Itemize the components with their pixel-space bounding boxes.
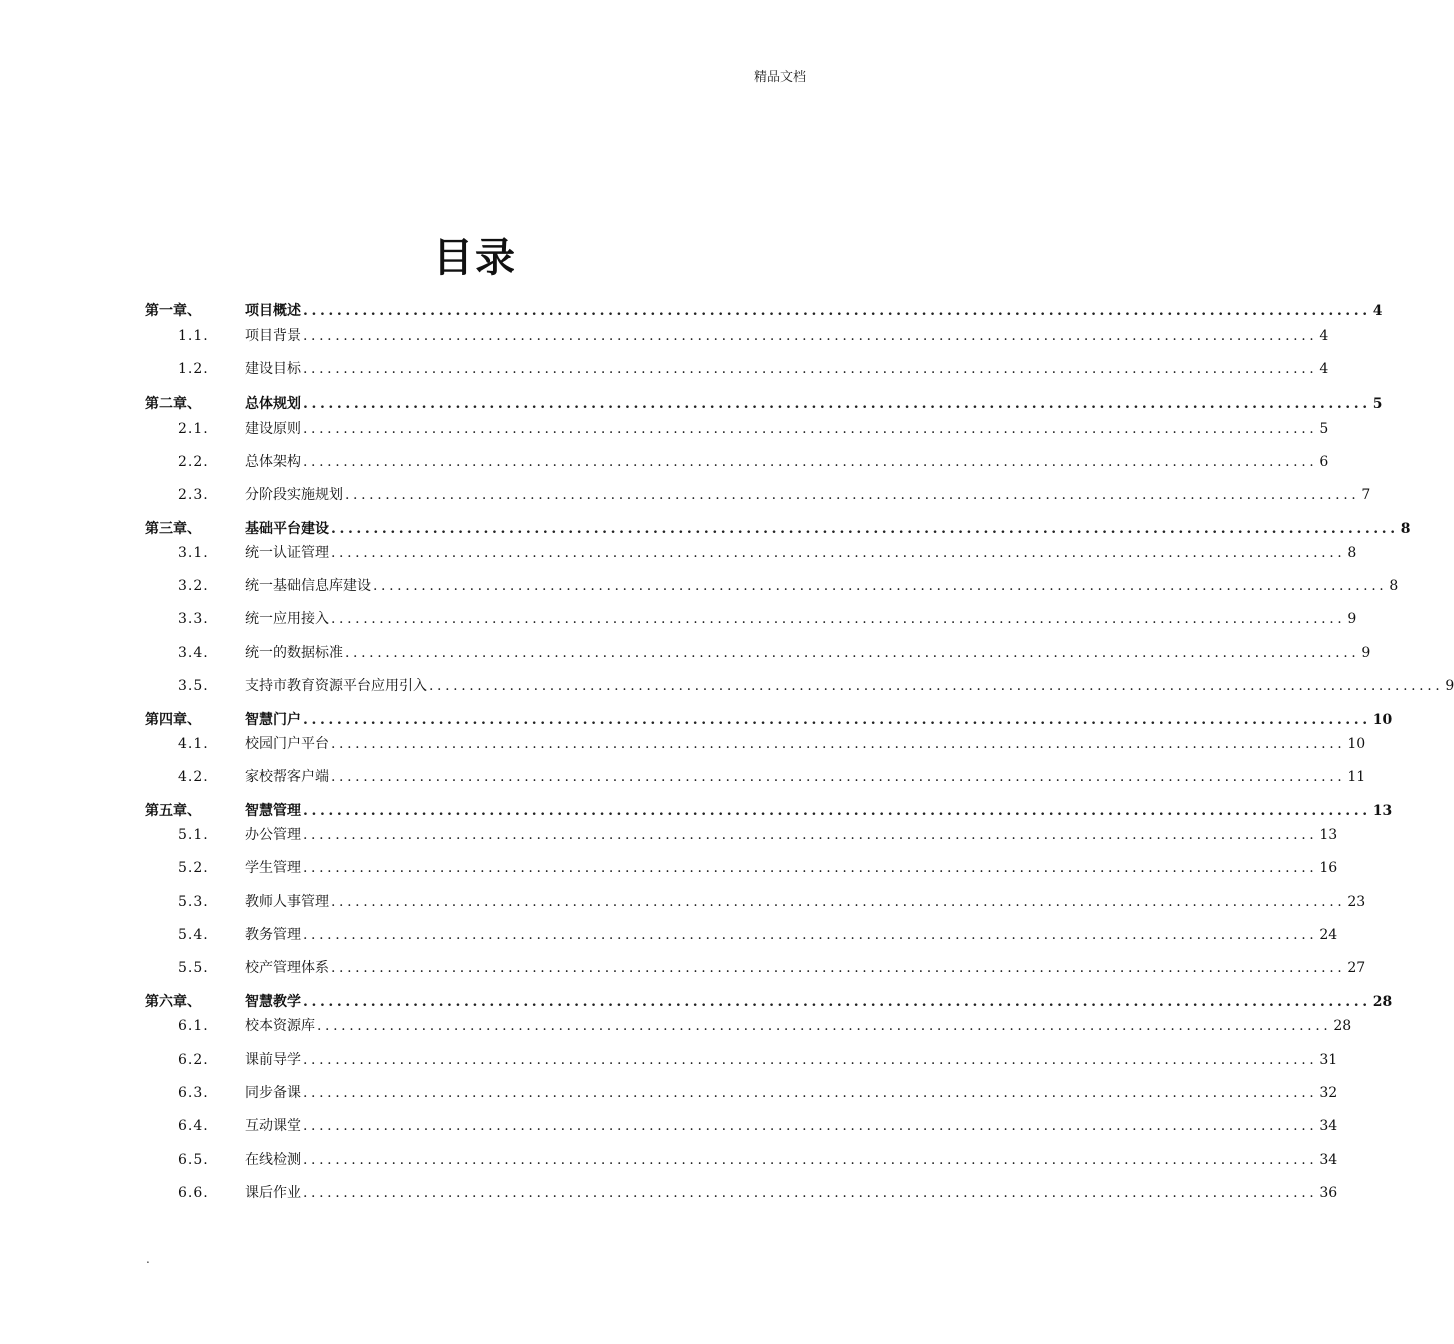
toc-label: 项目概述 (245, 303, 301, 319)
toc-label: 智慧管理 (245, 803, 301, 819)
toc-page-number: 28 (1372, 994, 1393, 1010)
toc-label: 统一应用接入 (245, 611, 329, 627)
toc-section-row[interactable] (0, 642, 1371, 664)
toc-page-number: 34 (1319, 1118, 1338, 1134)
dot-leader: .............................................................................................................................. (331, 960, 1346, 976)
toc-number: 5.4. (178, 927, 209, 943)
dot-leader: .............................................................................................................................. (303, 927, 1318, 943)
toc-section-row[interactable] (0, 766, 1366, 788)
dot-leader: .............................................................................................................................. (303, 860, 1318, 876)
toc-number: 第六章、 (145, 994, 201, 1010)
toc-page-number: 10 (1372, 712, 1393, 728)
toc-entry (245, 418, 1329, 440)
toc-chapter-row[interactable] (0, 709, 1393, 731)
toc-number: 第二章、 (145, 396, 201, 412)
toc-page-number: 28 (1333, 1018, 1352, 1034)
toc-label: 教务管理 (245, 927, 301, 943)
toc-section-row[interactable] (0, 733, 1366, 755)
toc-label: 统一的数据标准 (245, 645, 343, 661)
toc-entry (245, 991, 1393, 1013)
toc-section-row[interactable] (0, 484, 1371, 506)
toc-page-number: 9 (1445, 678, 1454, 694)
toc-entry (245, 709, 1393, 731)
toc-section-row[interactable] (0, 924, 1338, 946)
dot-leader: .............................................................................................................................. (303, 712, 1371, 728)
toc-page-number: 4 (1319, 328, 1329, 344)
toc-chapter-row[interactable] (0, 393, 1383, 415)
toc-number: 3.3. (178, 611, 209, 627)
toc-label: 课前导学 (245, 1052, 301, 1068)
toc-section-row[interactable] (0, 1149, 1338, 1171)
toc-label: 智慧教学 (245, 994, 301, 1010)
toc-entry (245, 1015, 1352, 1037)
toc-section-row[interactable] (0, 418, 1329, 440)
toc-page-number: 5 (1319, 421, 1329, 437)
toc-number: 6.5. (178, 1152, 209, 1168)
toc-section-row[interactable] (0, 358, 1329, 380)
toc-label: 课后作业 (245, 1185, 301, 1201)
dot-leader: .............................................................................................................................. (429, 678, 1444, 694)
toc-label: 同步备课 (245, 1085, 301, 1101)
dot-leader: .............................................................................................................................. (331, 521, 1399, 537)
toc-number: 5.1. (178, 827, 209, 843)
toc-number: 4.1. (178, 736, 209, 752)
toc-section-row[interactable] (0, 1049, 1338, 1071)
toc-entry (245, 325, 1329, 347)
toc-label: 智慧门户 (245, 712, 301, 728)
toc-page-number: 9 (1361, 645, 1371, 661)
toc-label: 建设目标 (245, 361, 301, 377)
toc-section-row[interactable] (0, 1115, 1338, 1137)
toc-entry (245, 957, 1366, 979)
toc-page-number: 8 (1389, 578, 1399, 594)
toc-number: 2.2. (178, 454, 209, 470)
dot-leader: .............................................................................................................................. (303, 1085, 1318, 1101)
dot-leader: .............................................................................................................................. (303, 994, 1371, 1010)
toc-entry (245, 484, 1371, 506)
dot-leader: .............................................................................................................................. (303, 1152, 1318, 1168)
toc-label: 基础平台建设 (245, 521, 329, 537)
toc-page-number: 36 (1319, 1185, 1338, 1201)
toc-section-row[interactable] (0, 857, 1338, 879)
dot-leader: .............................................................................................................................. (303, 303, 1371, 319)
toc-entry (245, 1082, 1338, 1104)
toc-label: 总体规划 (245, 396, 301, 412)
toc-label: 学生管理 (245, 860, 301, 876)
toc-entry (245, 575, 1399, 597)
toc-section-row[interactable] (0, 675, 1454, 697)
toc-section-row[interactable] (0, 1015, 1352, 1037)
toc-label: 统一基础信息库建设 (245, 578, 371, 594)
toc-section-row[interactable] (0, 957, 1366, 979)
dot-leader: .............................................................................................................................. (303, 1052, 1318, 1068)
dot-leader: .............................................................................................................................. (373, 578, 1388, 594)
toc-label: 在线检测 (245, 1152, 301, 1168)
toc-number: 3.4. (178, 645, 209, 661)
toc-number: 3.5. (178, 678, 209, 694)
toc-number: 2.3. (178, 487, 209, 503)
dot-leader: .............................................................................................................................. (303, 1185, 1318, 1201)
toc-page-number: 11 (1347, 769, 1366, 785)
toc-section-row[interactable] (0, 1082, 1338, 1104)
toc-section-row[interactable] (0, 451, 1329, 473)
toc-page-number: 27 (1347, 960, 1366, 976)
toc-page-number: 8 (1400, 521, 1411, 537)
toc-label: 支持市教育资源平台应用引入 (245, 678, 427, 694)
toc-page-number: 6 (1319, 454, 1329, 470)
toc-entry (245, 857, 1338, 879)
toc-page-number: 5 (1372, 396, 1383, 412)
toc-entry (245, 300, 1383, 322)
toc-section-row[interactable] (0, 824, 1338, 846)
toc-number: 5.2. (178, 860, 209, 876)
toc-entry (245, 766, 1366, 788)
dot-leader: .............................................................................................................................. (303, 421, 1318, 437)
dot-leader: .............................................................................................................................. (331, 769, 1346, 785)
toc-section-row[interactable] (0, 1182, 1338, 1204)
footer-mark: . (146, 1252, 150, 1266)
toc-page-number: 13 (1372, 803, 1393, 819)
dot-leader: .............................................................................................................................. (317, 1018, 1332, 1034)
toc-number: 4.2. (178, 769, 209, 785)
toc-entry (245, 1182, 1338, 1204)
toc-number: 6.3. (178, 1085, 209, 1101)
toc-label: 教师人事管理 (245, 894, 329, 910)
toc-page-number: 16 (1319, 860, 1338, 876)
dot-leader: .............................................................................................................................. (331, 545, 1346, 561)
toc-chapter-row[interactable] (0, 800, 1393, 822)
toc-entry (245, 518, 1411, 540)
toc-number: 2.1. (178, 421, 209, 437)
toc-label: 建设原则 (245, 421, 301, 437)
toc-number: 第五章、 (145, 803, 201, 819)
toc-page-number: 4 (1372, 303, 1383, 319)
toc-entry (245, 824, 1338, 846)
toc-label: 总体架构 (245, 454, 301, 470)
toc-number: 第三章、 (145, 521, 201, 537)
dot-leader: .............................................................................................................................. (303, 827, 1318, 843)
dot-leader: .............................................................................................................................. (345, 487, 1360, 503)
toc-entry (245, 924, 1338, 946)
toc-entry (245, 1115, 1338, 1137)
toc-number: 5.5. (178, 960, 209, 976)
toc-entry (245, 733, 1366, 755)
toc-entry (245, 358, 1329, 380)
toc-chapter-row[interactable] (0, 518, 1411, 540)
toc-entry (245, 451, 1329, 473)
toc-number: 第一章、 (145, 303, 201, 319)
toc-page-number: 23 (1347, 894, 1366, 910)
toc-section-row[interactable] (0, 608, 1357, 630)
toc-entry (245, 800, 1393, 822)
dot-leader: .............................................................................................................................. (303, 361, 1318, 377)
toc-entry (245, 393, 1383, 415)
dot-leader: .............................................................................................................................. (303, 454, 1318, 470)
toc-label: 校产管理体系 (245, 960, 329, 976)
dot-leader: .............................................................................................................................. (331, 611, 1346, 627)
header-note: 精品文档 (753, 70, 806, 85)
toc-page-number: 10 (1347, 736, 1366, 752)
toc-label: 项目背景 (245, 328, 301, 344)
toc-label: 校园门户平台 (245, 736, 329, 752)
page-title: 目录 (433, 234, 517, 281)
dot-leader: .............................................................................................................................. (303, 396, 1371, 412)
toc-number: 6.2. (178, 1052, 209, 1068)
toc-section-row[interactable] (0, 542, 1357, 564)
toc-number: 6.1. (178, 1018, 209, 1034)
dot-leader: .............................................................................................................................. (345, 645, 1360, 661)
toc-label: 家校帮客户端 (245, 769, 329, 785)
toc-section-row[interactable] (0, 891, 1366, 913)
toc-number: 6.4. (178, 1118, 209, 1134)
toc-number: 3.2. (178, 578, 209, 594)
toc-page-number: 4 (1319, 361, 1329, 377)
toc-entry (245, 1149, 1338, 1171)
toc-page-number: 7 (1361, 487, 1371, 503)
toc-number: 3.1. (178, 545, 209, 561)
dot-leader: .............................................................................................................................. (303, 1118, 1318, 1134)
toc-page-number: 9 (1347, 611, 1357, 627)
toc-entry (245, 642, 1371, 664)
dot-leader: .............................................................................................................................. (331, 736, 1346, 752)
dot-leader: .............................................................................................................................. (303, 328, 1318, 344)
toc-number: 6.6. (178, 1185, 209, 1201)
toc-entry (245, 1049, 1338, 1071)
toc-page-number: 34 (1319, 1152, 1338, 1168)
toc-chapter-row[interactable] (0, 991, 1393, 1013)
toc-number: 第四章、 (145, 712, 201, 728)
toc-entry (245, 542, 1357, 564)
toc-entry (245, 608, 1357, 630)
toc-number: 1.1. (178, 328, 209, 344)
dot-leader: .............................................................................................................................. (303, 803, 1371, 819)
toc-page-number: 24 (1319, 927, 1338, 943)
toc-label: 互动课堂 (245, 1118, 301, 1134)
toc-entry (245, 891, 1366, 913)
toc-number: 1.2. (178, 361, 209, 377)
toc-label: 办公管理 (245, 827, 301, 843)
toc-entry (245, 675, 1454, 697)
toc-page-number: 8 (1347, 545, 1357, 561)
toc-label: 校本资源库 (245, 1018, 315, 1034)
toc-number: 5.3. (178, 894, 209, 910)
toc-label: 分阶段实施规划 (245, 487, 343, 503)
toc-page-number: 32 (1319, 1085, 1338, 1101)
dot-leader: .............................................................................................................................. (331, 894, 1346, 910)
toc-section-row[interactable] (0, 575, 1399, 597)
toc-section-row[interactable] (0, 325, 1329, 347)
toc-page-number: 31 (1319, 1052, 1338, 1068)
toc-label: 统一认证管理 (245, 545, 329, 561)
toc-page-number: 13 (1319, 827, 1338, 843)
toc-chapter-row[interactable] (0, 300, 1383, 322)
